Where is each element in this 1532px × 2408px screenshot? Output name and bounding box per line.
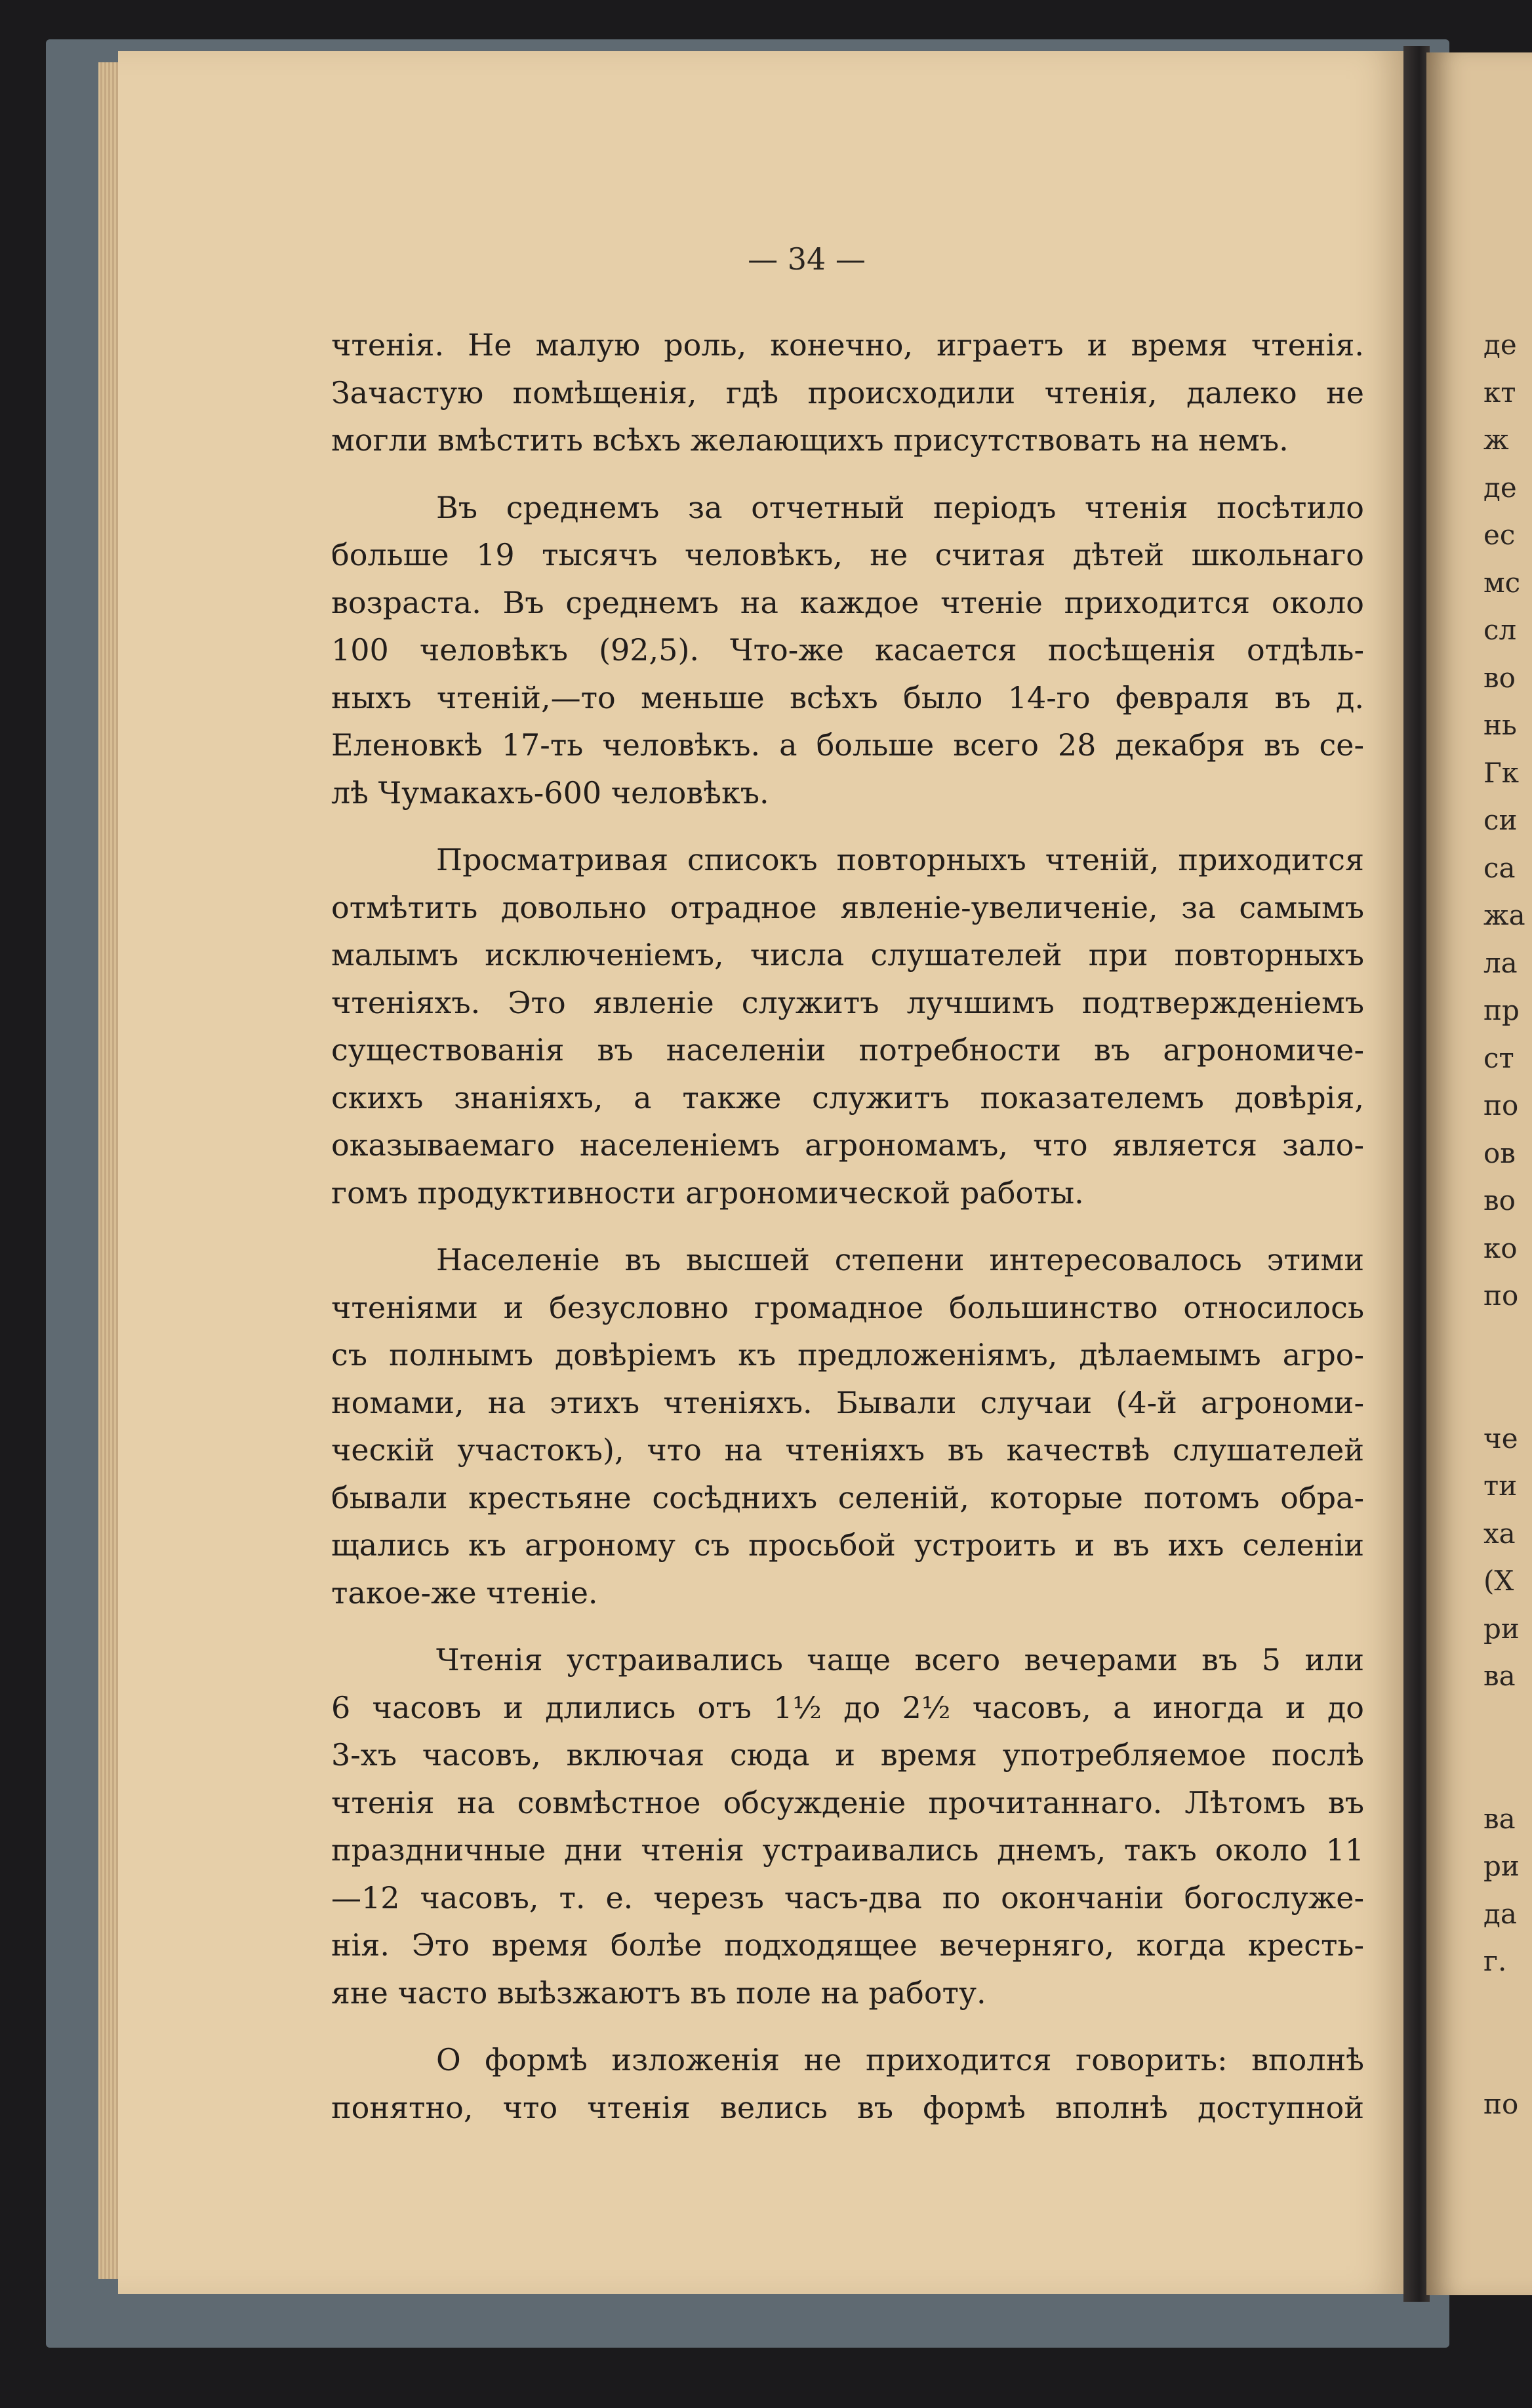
facing-page-fragment: Гк — [1483, 756, 1520, 789]
facing-page-fragment: ла — [1483, 946, 1518, 979]
facing-page-fragment: ри — [1483, 1850, 1520, 1882]
text-line: номами, на этихъ чтеніяхъ. Бывали случаи (4-й агрономи- — [331, 1384, 1364, 1420]
facing-page-fragment: мс — [1483, 566, 1521, 599]
text-line: понятно, что чтенія велись въ формѣ вполнѣ доступной — [331, 2089, 1364, 2125]
text-line: нія. Это время болѣе подходящее вечерняго, когда кресть- — [331, 1927, 1364, 1963]
facing-page-fragment: жа — [1483, 899, 1525, 931]
text-line: чтеніями и безусловно громадное большинство относилось — [331, 1289, 1364, 1325]
facing-page-fragment: во — [1483, 661, 1516, 694]
facing-page-fragment: пр — [1483, 994, 1520, 1026]
facing-page-fragment: ес — [1483, 519, 1516, 551]
facing-page-fragment: ко — [1483, 1232, 1518, 1264]
text-line: больше 19 тысячъ человѣкъ, не считая дѣтей школьнаго — [331, 537, 1364, 572]
facing-page-fragment: ти — [1483, 1470, 1518, 1502]
text-line: отмѣтить довольно отрадное явленіе-увеличеніе, за самымъ — [331, 889, 1364, 925]
text-line: чтенія на совмѣстное обсужденіе прочитаннаго. Лѣтомъ въ — [331, 1784, 1364, 1820]
facing-page-fragment: че — [1483, 1422, 1518, 1455]
paragraph-5 — [331, 1636, 1364, 2017]
facing-page-fragment — [1483, 1320, 1532, 1368]
facing-page-fragment: (Х — [1483, 1565, 1514, 1597]
paragraph-1 — [331, 321, 1364, 464]
facing-page-fragment — [1483, 1986, 1532, 2034]
facing-page-fragment: ст — [1483, 1041, 1514, 1074]
text-line: ческій участокъ), что на чтеніяхъ въ качествѣ слушателей — [331, 1432, 1364, 1468]
facing-page-fragment: де — [1483, 329, 1517, 361]
facing-page-fragment — [1483, 1367, 1532, 1415]
facing-page-fragment: по — [1483, 1279, 1519, 1312]
facing-page-fragment: ва — [1483, 1660, 1516, 1692]
book-gutter — [1403, 46, 1430, 2302]
text-line: оказываемаго населеніемъ агрономамъ, что является зало- — [331, 1127, 1364, 1163]
text-line: Въ среднемъ за отчетный періодъ чтенія посѣтило — [436, 489, 1364, 525]
paragraph-6 — [331, 2036, 1364, 2131]
text-line: Еленовкѣ 17-ть человѣкъ. а больше всего 28 декабря въ се- — [331, 727, 1364, 763]
text-line: такое-же чтеніе. — [331, 1575, 598, 1611]
text-line: чтенія. Не малую роль, конечно, играетъ и время чтенія. — [331, 327, 1364, 363]
facing-page-fragment: ва — [1483, 1802, 1516, 1835]
text-line: ныхъ чтеній,—то меньше всѣхъ было 14-го февраля въ д. — [331, 679, 1364, 715]
facing-page-fragment: са — [1483, 851, 1516, 884]
facing-page-fragment: кт — [1483, 376, 1516, 409]
text-line: Просматривая списокъ повторныхъ чтеній, приходится — [436, 842, 1364, 877]
facing-page-fragment: да — [1483, 1897, 1517, 1930]
text-line: праздничные дни чтенія устраивались днемъ, такъ около 11 — [331, 1832, 1364, 1868]
facing-page-fragment: по — [1483, 2087, 1519, 2120]
text-line: Чтенія устраивались чаще всего вечерами въ 5 или — [436, 1642, 1364, 1677]
paragraph-3 — [331, 836, 1364, 1216]
facing-page-fragment — [1483, 1700, 1532, 1748]
page-number: — 34 — — [748, 241, 866, 277]
text-line: лѣ Чумакахъ-600 человѣкъ. — [331, 774, 769, 811]
facing-page-fragment: г. — [1483, 1945, 1507, 1977]
facing-page-fragment: по — [1483, 1089, 1519, 1121]
text-line: существованія въ населеніи потребности въ агрономиче- — [331, 1032, 1364, 1068]
facing-page-fragment: нь — [1483, 709, 1517, 741]
text-line: бывали крестьяне сосѣднихъ селеній, которые потомъ обра- — [331, 1479, 1364, 1515]
text-line: могли вмѣстить всѣхъ желающихъ присутствовать на немъ. — [331, 422, 1289, 458]
text-line: О формѣ изложенія не приходится говорить: вполнѣ — [436, 2042, 1364, 2077]
text-line: гомъ продуктивности агрономической работы. — [331, 1174, 1084, 1211]
facing-page-fragment: ри — [1483, 1612, 1520, 1645]
text-line: возраста. Въ среднемъ на каждое чтеніе приходится около — [331, 584, 1364, 620]
facing-page-fragment: си — [1483, 804, 1518, 836]
paragraph-4 — [331, 1236, 1364, 1616]
paragraph-2 — [331, 484, 1364, 817]
text-line: 100 человѣкъ (92,5). Что-же касается посѣщенія отдѣль- — [331, 632, 1364, 668]
text-line: Населеніе въ высшей степени интересовалось этими — [436, 1242, 1364, 1277]
text-line: 6 часовъ и длились отъ 1½ до 2½ часовъ, а иногда и до — [331, 1689, 1364, 1725]
facing-page-fragments — [1483, 321, 1532, 2128]
facing-page-fragment — [1483, 1748, 1532, 1796]
facing-page-fragment: де — [1483, 471, 1517, 504]
text-line: малымъ исключеніемъ, числа слушателей при повторныхъ — [331, 937, 1364, 973]
text-line: —12 часовъ, т. е. черезъ часъ-два по окончаніи богослуже- — [331, 1879, 1364, 1916]
facing-page-fragment: ж — [1483, 424, 1509, 456]
text-line: яне часто выѣзжаютъ въ поле на работу. — [331, 1975, 986, 2011]
facing-page-fragment: во — [1483, 1184, 1516, 1216]
text-line: съ полнымъ довѣріемъ къ предложеніямъ, дѣлаемымъ агро- — [331, 1337, 1364, 1373]
body-text — [331, 321, 1364, 2151]
text-line: щались къ агроному съ просьбой устроить и въ ихъ селеніи — [331, 1527, 1364, 1563]
facing-page-fragment: ов — [1483, 1136, 1516, 1169]
text-line: чтеніяхъ. Это явленіе служитъ лучшимъ подтвержденіемъ — [331, 984, 1364, 1020]
text-line: скихъ знаніяхъ, а также служитъ показателемъ довѣрія, — [331, 1079, 1364, 1115]
facing-page-fragment — [1483, 2033, 1532, 2081]
facing-page-fragment: сл — [1483, 614, 1517, 646]
facing-page-fragment: ха — [1483, 1517, 1516, 1550]
text-line: 3-хъ часовъ, включая сюда и время употребляемое послѣ — [331, 1737, 1364, 1773]
text-line: Зачастую помѣщенія, гдѣ происходили чтенія, далеко не — [331, 374, 1364, 411]
